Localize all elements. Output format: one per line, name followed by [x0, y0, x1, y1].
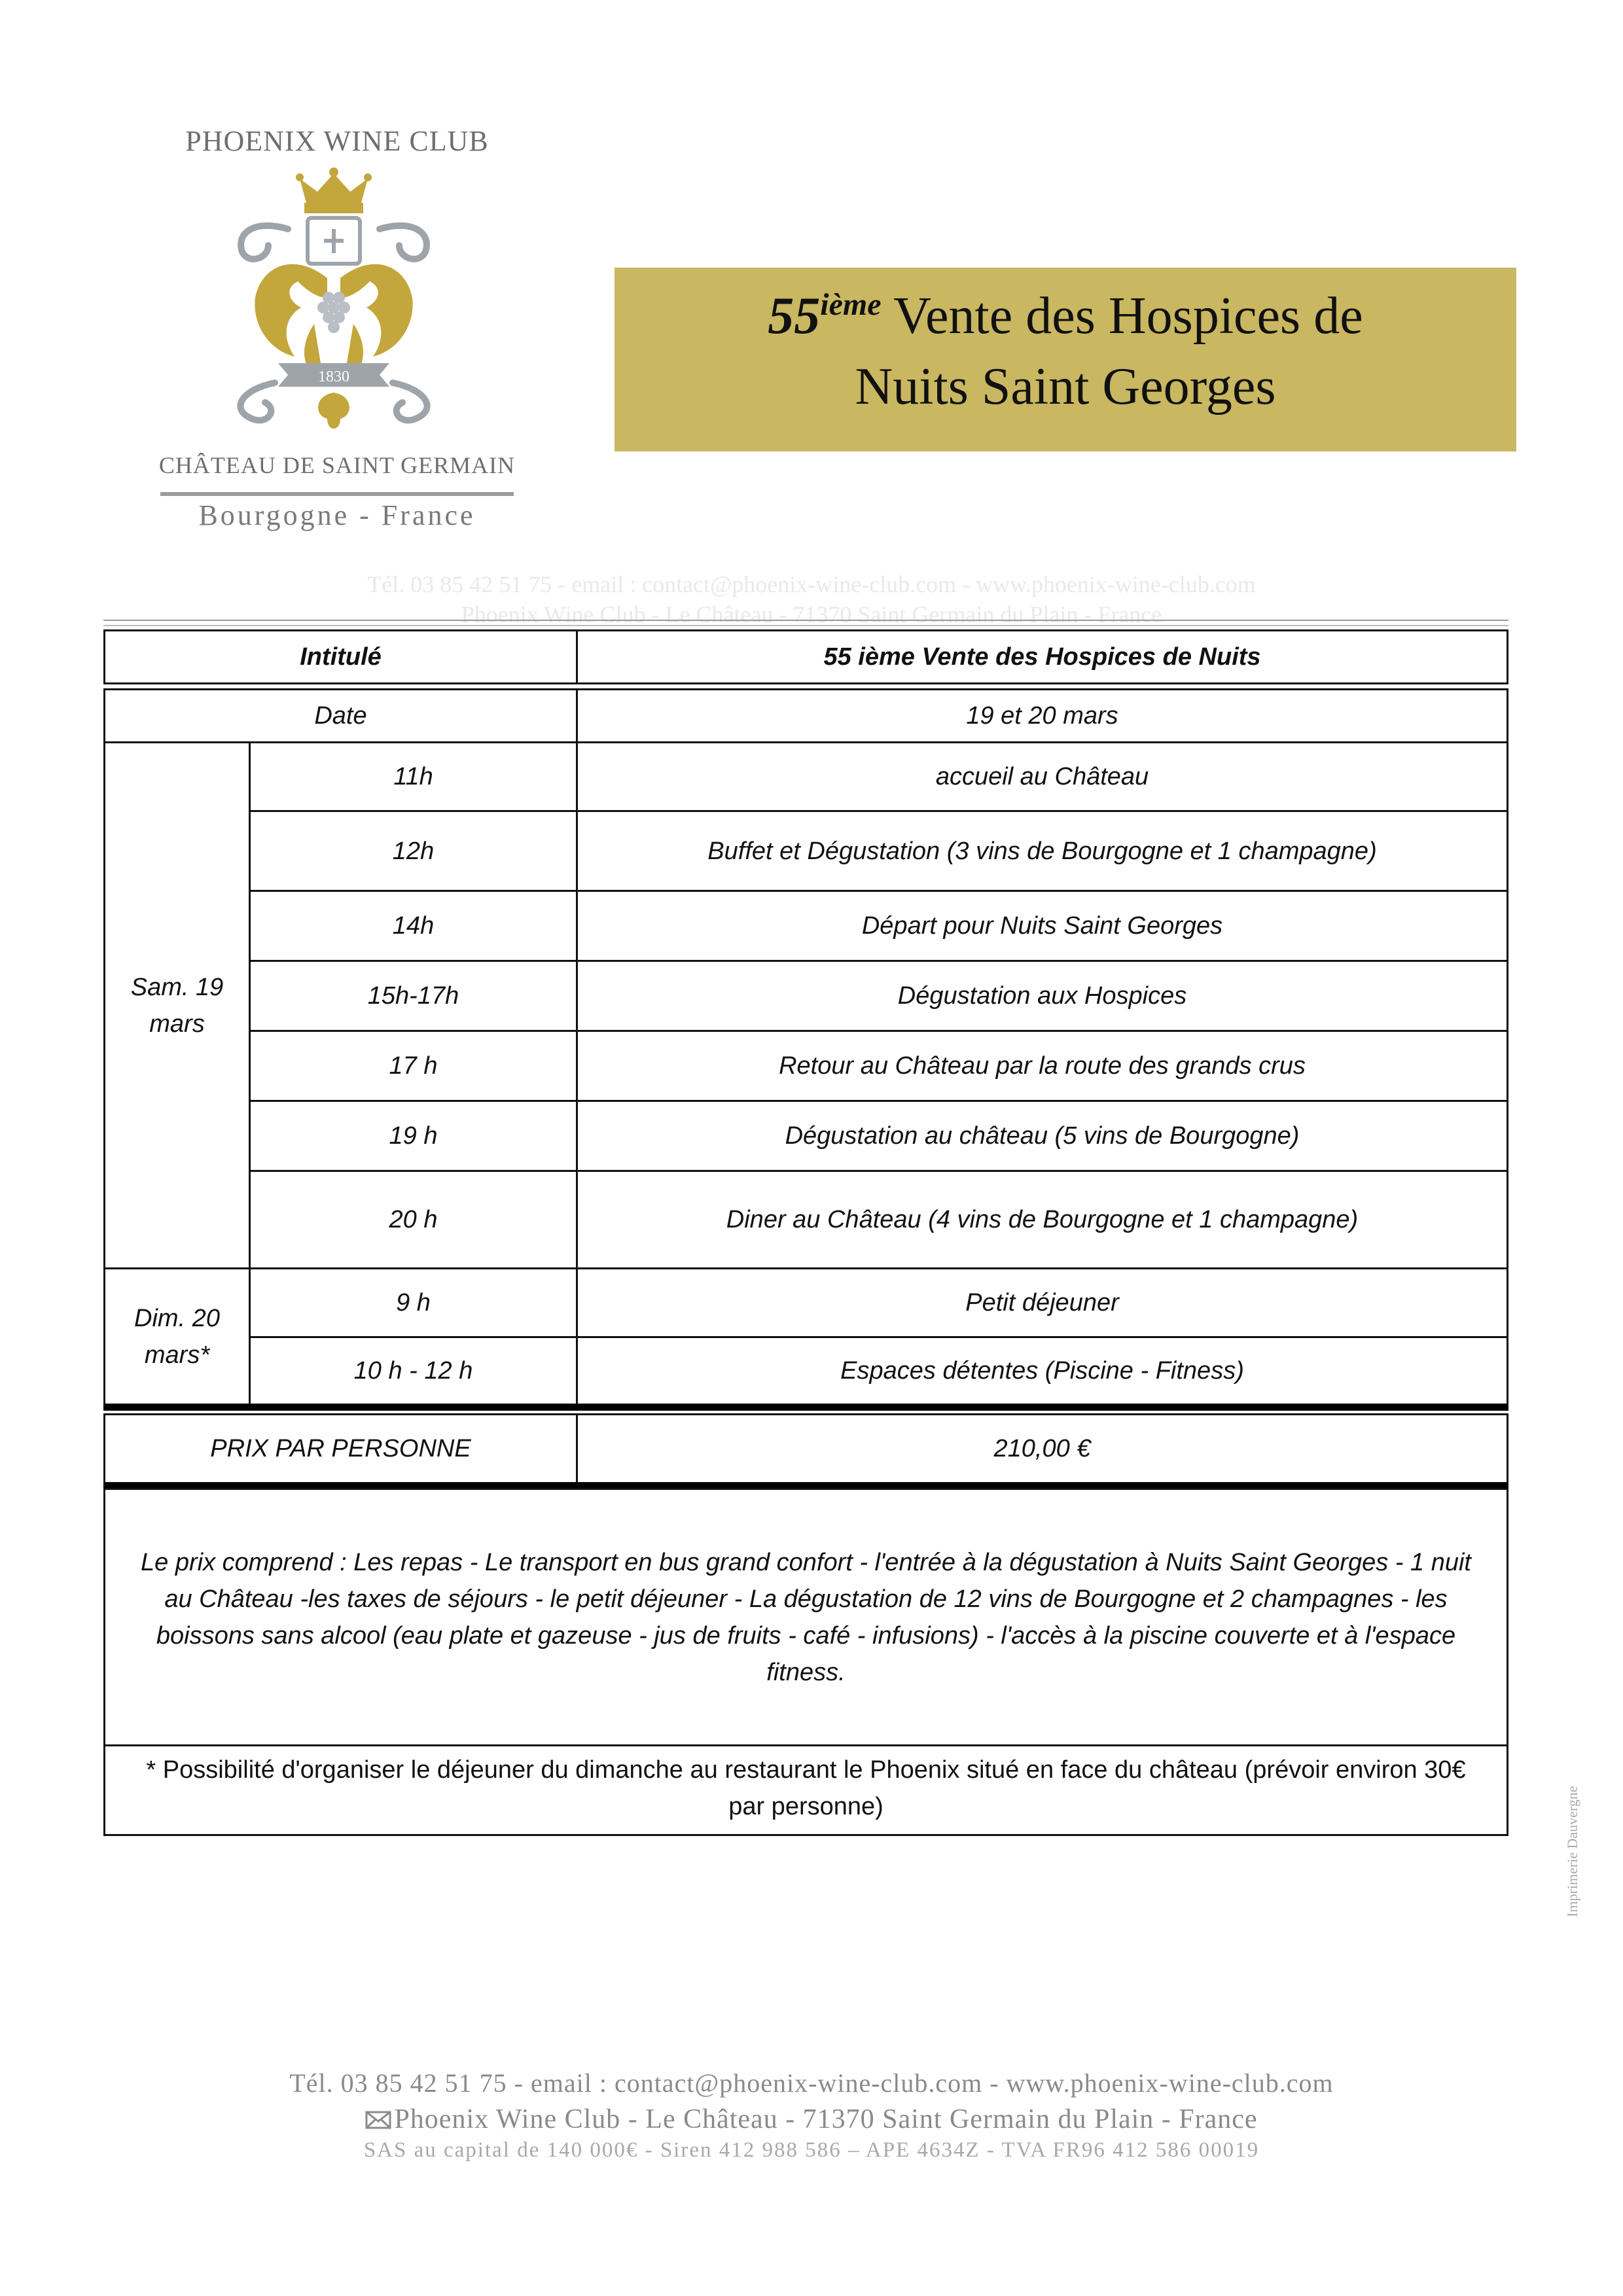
schedule-time-cell: 14h	[249, 890, 578, 962]
schedule-time-cell: 10 h - 12 h	[249, 1336, 578, 1405]
header-value-cell: 55 ième Vente des Hospices de Nuits	[576, 629, 1508, 684]
event-title-rest: Vente des Hospices de	[881, 287, 1363, 345]
header-label-cell: Intitulé	[103, 629, 578, 684]
price-label-cell: PRIX PAR PERSONNE	[103, 1413, 578, 1484]
event-title-line2: Nuits Saint Georges	[855, 358, 1276, 415]
schedule-time-cell: 9 h	[249, 1267, 578, 1338]
event-number-suffix: ième	[820, 287, 882, 322]
event-number: 55	[768, 287, 821, 345]
schedule-time-cell: 12h	[249, 810, 578, 892]
schedule-time-cell: 15h-17h	[249, 960, 578, 1032]
section-rule	[103, 1404, 1508, 1411]
schedule-activity-cell: Départ pour Nuits Saint Georges	[576, 890, 1508, 962]
header-rule	[103, 620, 1508, 626]
schedule-activity-cell: Petit déjeuner	[576, 1267, 1508, 1338]
footer-address-line	[0, 2104, 1623, 2135]
event-title-line1	[615, 281, 1516, 351]
footer-contact: Tél. 03 85 42 51 75 - email : contact@phoenix-wine-club.com - www.phoenix-wine-club.com	[289, 2068, 1334, 2098]
club-name: PHOENIX WINE CLUB	[185, 125, 489, 157]
region-label: Bourgogne - France	[198, 499, 476, 531]
schedule-activity-cell: Dégustation aux Hospices	[576, 960, 1508, 1032]
schedule-activity-cell: Buffet et Dégustation (3 vins de Bourgogne et 1 champagne)	[576, 810, 1508, 892]
date-label-cell: Date	[103, 688, 578, 743]
footer-address: Phoenix Wine Club - Le Château - 71370 Saint Germain du Plain - France	[394, 2104, 1258, 2134]
price-includes-text: Le prix comprend : Les repas - Le transport en bus grand confort - l'entrée à la dégustation à Nuits Saint Georges - 1 nuit au Château -les taxes de séjours - le petit déjeuner - La dégustation de 12 vins de Bourgogne et 2 champagnes - les boissons sans alcool (eau plate et gazeuse - jus de fruits - café - infusions) - l'accès à la piscine couverte et à l'espace fitness.	[103, 1488, 1508, 1746]
crest-logo-icon	[216, 167, 452, 442]
schedule-time-cell: 20 h	[249, 1170, 578, 1269]
schedule-activity-cell: Espaces détentes (Piscine - Fitness)	[576, 1336, 1508, 1405]
printer-credit: Imprimerie Dauvergne	[1564, 1786, 1580, 1917]
event-title	[615, 268, 1516, 451]
logo-divider	[160, 492, 514, 496]
schedule-activity-cell: Dégustation au château (5 vins de Bourgogne)	[576, 1100, 1508, 1172]
price-value-cell: 210,00 €	[576, 1413, 1508, 1484]
faded-address-line: Phoenix Wine Club - Le Château - 71370 Saint Germain du Plain - France	[461, 601, 1162, 627]
schedule-time-cell: 11h	[249, 741, 578, 812]
schedule-activity-cell: Retour au Château par la route des grands crus	[576, 1030, 1508, 1102]
footer-legal: SAS au capital de 140 000€ - Siren 412 988 586 – APE 4634Z - TVA FR96 412 586 00019	[363, 2138, 1260, 2162]
crest-year: 1830	[318, 368, 349, 385]
sunday-label-cell: Dim. 20 mars*	[103, 1267, 251, 1405]
lunch-option-note: * Possibilité d'organiser le déjeuner du dimanche au restaurant le Phoenix situé en face du château (prévoir environ 30€ par personne)	[103, 1744, 1508, 1836]
faded-contact-line: Tél. 03 85 42 51 75 - email : contact@phoenix-wine-club.com - www.phoenix-wine-club.com	[367, 571, 1256, 597]
chateau-name: CHÂTEAU DE SAINT GERMAIN	[158, 452, 516, 478]
envelope-icon	[365, 2111, 391, 2129]
schedule-time-cell: 19 h	[249, 1100, 578, 1172]
schedule-activity-cell: Diner au Château (4 vins de Bourgogne et 1 champagne)	[576, 1170, 1508, 1269]
schedule-time-cell: 17 h	[249, 1030, 578, 1102]
date-value-cell: 19 et 20 mars	[576, 688, 1508, 743]
saturday-label-cell: Sam. 19 mars	[103, 741, 251, 1269]
schedule-activity-cell: accueil au Château	[576, 741, 1508, 812]
